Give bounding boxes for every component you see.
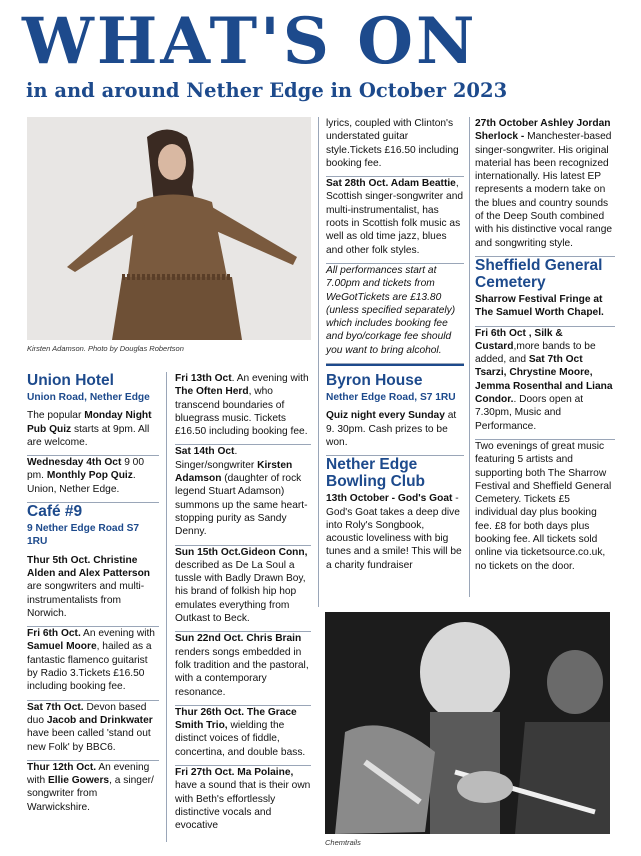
venue-cafe-9: Café #9	[27, 503, 83, 521]
column-4	[475, 117, 615, 579]
masthead	[0, 0, 641, 115]
event-item: The popular Monday Night Pub Quiz starts at 9pm. All are welcome.	[27, 409, 159, 456]
event-item: Two evenings of great music featuring 5 artists and supporting both The Sharrow Festival and Sheffield General Cemetery. Tickets £5 individual day plus booking fee. £8 for both days plus booking fee. All tickets sold online via ticketsource.co.uk, no tickets on the door.	[475, 440, 612, 572]
event-intro: Sharrow Festival Fringe at The Samuel Worth Chapel.	[475, 293, 615, 327]
event-item: Fri 6th Oct , Silk & Custard,more bands to be added, and Sat 7th Oct Tsarzi, Chrystine Moore, Jemma Rosenthal and Liana Condor.. Doors open at 7.30pm, Music and Performance.	[475, 327, 615, 440]
event-item: Fri 27th Oct. Ma Polaine, have a sound that is their own with Beth's effortlessly distinctive vocals and evocative	[175, 767, 311, 832]
event-item: 13th October - God's Goat - God's Goat takes a deep dive into Roly's Songbook, acoustic loveliness with big tunes and a smile! This will be a charity fundraiser	[326, 493, 462, 571]
venue-byron-house-block	[326, 364, 464, 456]
venue-address: Union Road, Nether Edge	[27, 392, 150, 403]
event-item: Sun 15th Oct.Gideon Conn, described as De La Soul a tussle with Badly Drawn Boy, his brand of folkish hip hop emulates everything from Outkast to Beck.	[175, 546, 311, 633]
column-divider	[166, 372, 167, 842]
event-item: Thur 5th Oct. Christine Alden and Alex Patterson are songwriters and multi-instrumentalists from Norwich.	[27, 554, 159, 627]
venue-bowling-club: Nether Edge Bowling Club	[326, 456, 426, 491]
event-item: Sat 28th Oct. Adam Beattie, Scottish singer-songwriter and multi-instrumentalist, has roots in Scottish folk music as well as old time jazz, blues and other folk styles.	[326, 177, 464, 264]
event-item: lyrics, coupled with Clinton's understated guitar style.Tickets £16.50 including booking fee.	[326, 117, 464, 177]
event-item: Thur 26th Oct. The Grace Smith Trio, wielding the distinct voices of fiddle, concertina, and double bass.	[175, 706, 311, 766]
event-item: Thur 12th Oct. An evening with Ellie Gowers, a singer/ songwriter from Warwickshire.	[27, 761, 154, 813]
venue-union-hotel: Union Hotel	[27, 372, 114, 389]
venue-sheffield-general-cemetery: Sheffield General Cemetery	[475, 256, 603, 291]
venue-address: Nether Edge Road, S7 1RU	[326, 392, 456, 404]
event-item: Quiz night every Sunday at 9. 30pm. Cash prizes to be won.	[326, 409, 464, 456]
ticket-note: All performances start at 7.00pm and tickets from WeGotTickets are £13.80 (unless specified separately) which includes booking fee and byo/corkage fee should you want to bring alcohol.	[326, 264, 464, 364]
column-divider	[469, 117, 470, 597]
column-3	[326, 117, 464, 578]
event-item: Sat 7th Oct. Devon based duo Jacob and Drinkwater have been called 'stand out new Folk' by BBC6.	[27, 701, 159, 761]
page-subtitle: in and around Nether Edge in October 2023	[26, 79, 508, 102]
kirsten-adamson-photo	[27, 117, 311, 340]
event-item: Sun 22nd Oct. Chris Brain renders songs embedded in folk tradition and the pastoral, with a contemporary resonance.	[175, 632, 311, 705]
event-item: Fri 6th Oct. An evening with Samuel Moore, hailed as a fantastic flamenco guitarist by Radio 3.Tickets £16.50 including booking fee.	[27, 627, 159, 700]
event-item: 27th October Ashley Jordan Sherlock - Manchester-based singer-songwriter. His original material has been recognized internationally. His latest EP represents a modern take on the blues and country sounds of the Deep South combined with his distinctive vocal range and songwriting style.	[475, 117, 615, 257]
photo-caption-kirsten: Kirsten Adamson. Photo by Douglas Robertson	[27, 344, 184, 353]
photo-caption-chemtrails: Chemtrails	[325, 838, 361, 847]
column-divider	[318, 117, 319, 607]
column-1	[27, 372, 159, 820]
column-2	[175, 372, 311, 839]
event-item: Sat 14th Oct. Singer/songwriter Kirsten Adamson (daughter of rock legend Stuart Adamson) summons up the same heart-stopping purity as Sandy Denny.	[175, 445, 311, 545]
event-item: Wednesday 4th Oct 9 00 pm. Monthly Pop Quiz. Union, Nether Edge.	[27, 456, 159, 503]
venue-address: 9 Nether Edge Road S7 1RU	[27, 523, 140, 548]
event-item: Fri 13th Oct. An evening with The Often Herd, who transcend boundaries of bluegrass music. Tickets £16.50 including booking fee.	[175, 372, 311, 445]
venue-byron-house: Byron House	[326, 372, 423, 390]
chemtrails-band-photo	[325, 612, 610, 834]
page-title: WHAT'S ON	[22, 4, 478, 79]
